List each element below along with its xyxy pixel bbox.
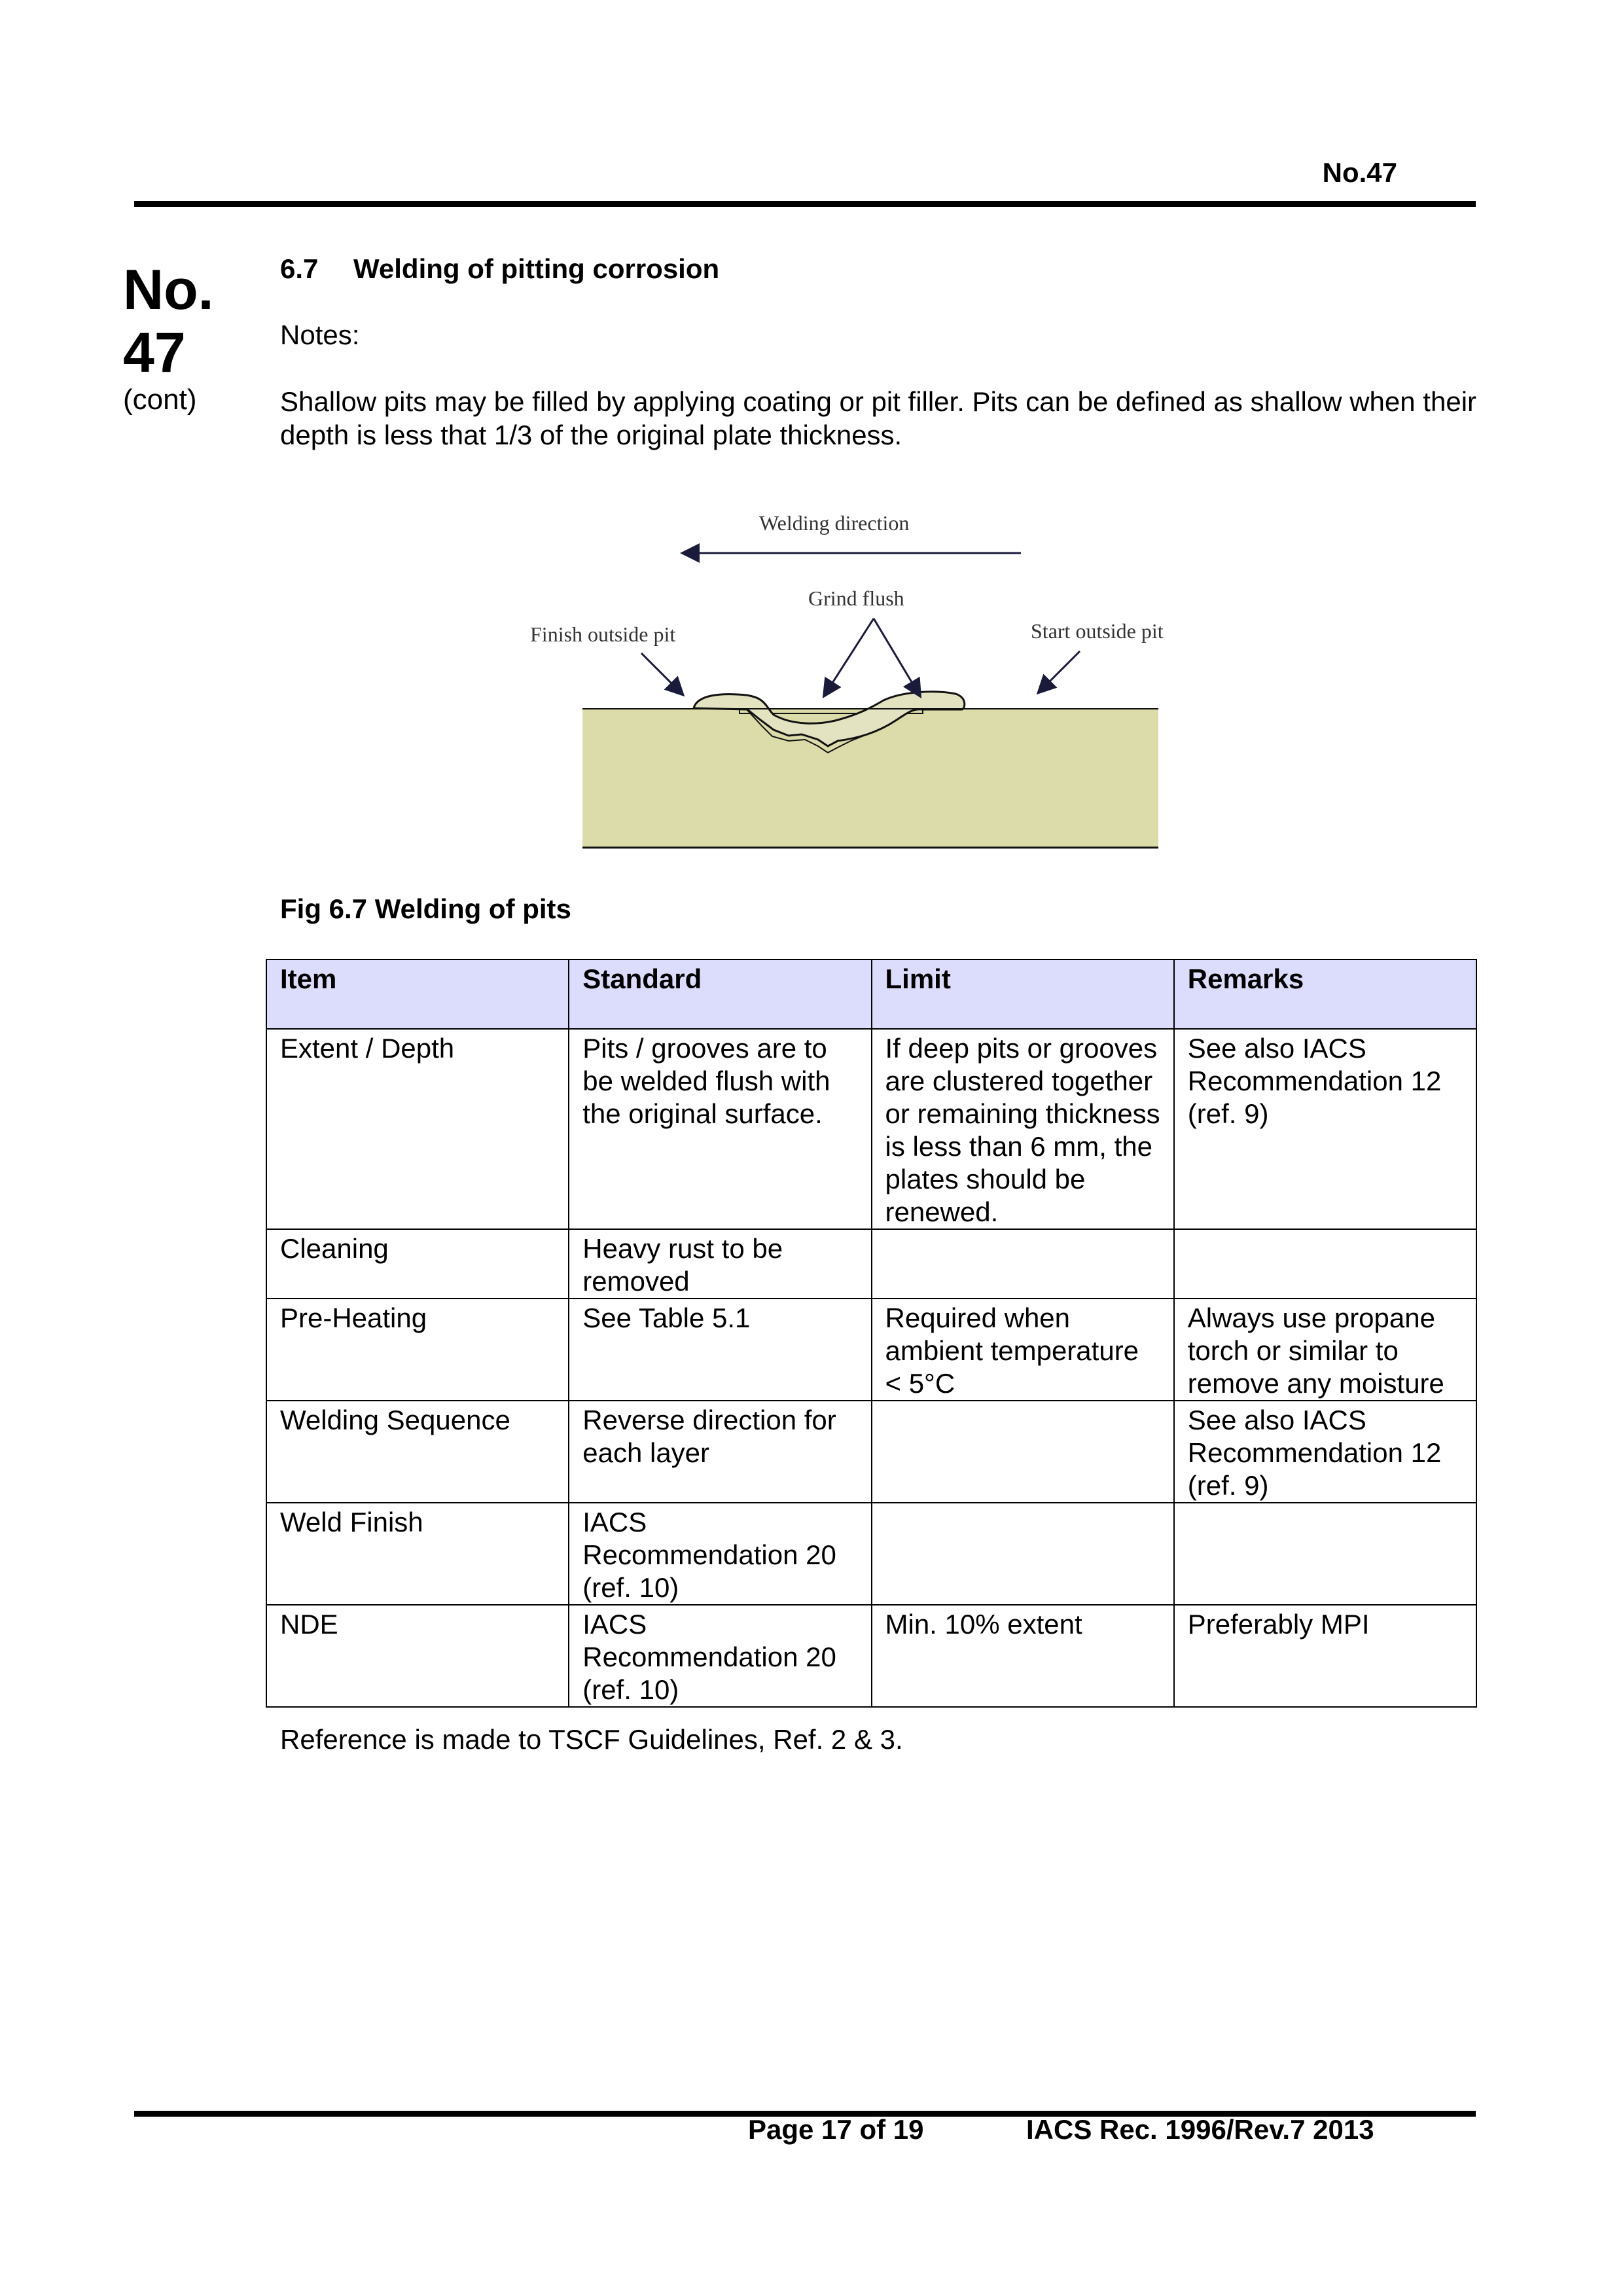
cell-item: Weld Finish [266,1503,569,1605]
table-row [266,1605,1476,1707]
label-finish-outside-pit: Finish outside pit [530,622,676,646]
cell-standard: IACS Recommendation 20 (ref. 10) [569,1503,871,1605]
side-document-number [123,259,214,417]
label-grind-flush: Grind flush [808,586,904,610]
document-number: No.47 [1322,157,1397,188]
cell-item: NDE [266,1605,569,1707]
welding-requirements-table [266,959,1477,1708]
cell-remarks: Always use propane torch or similar to remove any moisture [1174,1299,1476,1401]
table-header-row [266,960,1476,1029]
section-title: Welding of pitting corrosion [353,253,720,284]
reference-note: Reference is made to TSCF Guidelines, Ref. 2 & 3. [280,1724,903,1755]
cell-limit: Required when ambient temperature < 5°C [872,1299,1174,1401]
table-row [266,1029,1476,1229]
arrow-grind-flush-left [825,619,874,695]
cell-remarks [1174,1229,1476,1299]
side-number-line2: 47 [123,321,186,384]
cell-item: Pre-Heating [266,1299,569,1401]
document-revision: IACS Rec. 1996/Rev.7 2013 [1026,2114,1374,2145]
header-item: Item [266,960,569,1029]
side-number-line1: No. [123,259,214,321]
section-paragraph: Shallow pits may be filled by applying coating or pit filler. Pits can be defined as shallow when their depth is less that 1/3 of the original plate thickness. [280,386,1477,450]
label-welding-direction: Welding direction [759,511,910,535]
header-remarks: Remarks [1174,960,1476,1029]
cell-remarks: See also IACS Recommendation 12 (ref. 9) [1174,1029,1476,1229]
cell-limit [872,1503,1174,1605]
header-rule [134,201,1476,207]
label-start-outside-pit: Start outside pit [1031,619,1164,643]
notes-label: Notes: [280,319,360,350]
figure-caption: Fig 6.7 Welding of pits [280,893,571,924]
cell-standard: See Table 5.1 [569,1299,871,1401]
cell-item: Extent / Depth [266,1029,569,1229]
cell-limit [872,1401,1174,1503]
cell-item: Cleaning [266,1229,569,1299]
cell-standard: IACS Recommendation 20 (ref. 10) [569,1605,871,1707]
arrow-grind-flush-right [874,619,919,695]
section-heading [280,252,719,285]
arrow-start-outside-pit [1039,651,1080,692]
cell-item: Welding Sequence [266,1401,569,1503]
cell-standard: Reverse direction for each layer [569,1401,871,1503]
table-row [266,1299,1476,1401]
cell-standard: Heavy rust to be removed [569,1229,871,1299]
cell-limit: If deep pits or grooves are clustered together or remaining thickness is less than 6 mm, the plates should be renewed. [872,1029,1174,1229]
cell-standard: Pits / grooves are to be welded flush with the original surface. [569,1029,871,1229]
table-row [266,1503,1476,1605]
arrow-finish-outside-pit [641,653,682,694]
header-limit: Limit [872,960,1174,1029]
cell-limit [872,1229,1174,1299]
table-row [266,1401,1476,1503]
section-number: 6.7 [280,253,319,284]
header-standard: Standard [569,960,871,1029]
cell-remarks: Preferably MPI [1174,1605,1476,1707]
side-continued-label: (cont) [123,384,197,416]
page-number: Page 17 of 19 [748,2114,924,2145]
table-row [266,1229,1476,1299]
cell-remarks: See also IACS Recommendation 12 (ref. 9) [1174,1401,1476,1503]
cell-remarks [1174,1503,1476,1605]
cell-limit: Min. 10% extent [872,1605,1174,1707]
welding-of-pits-figure [530,504,1211,857]
